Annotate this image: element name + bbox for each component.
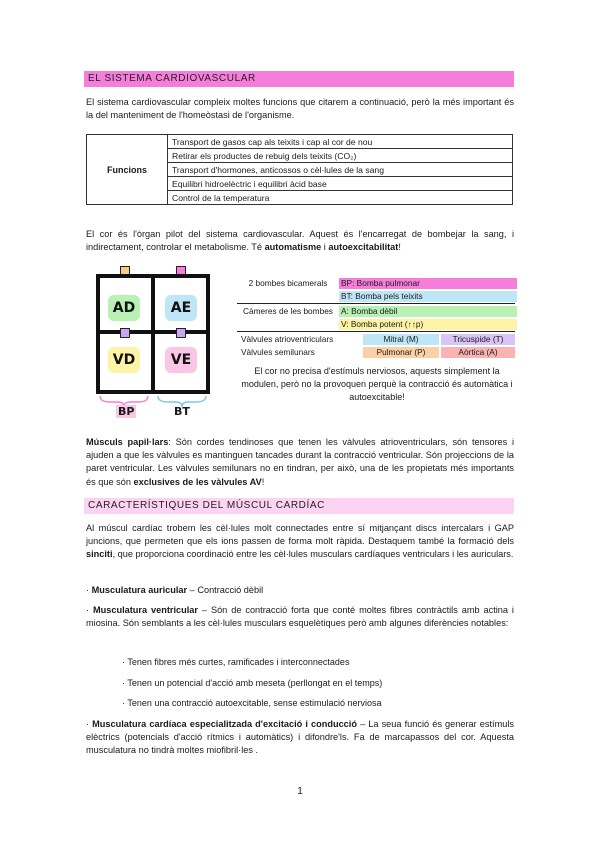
bombes-row-label: 2 bombes bicamerals [248, 278, 328, 288]
funcio-row: Transport de gasos cap als teixits i cap al cor de nou [168, 135, 513, 149]
intro-paragraph: El sistema cardiovascular compleix moltes funcions que citarem a continuació, però la més important és la del manteniment de l'homeòstasi de l'organisme. [86, 97, 514, 121]
funcio-row: Transport d'hormones, anticossos o cèl·lules de la sang [168, 163, 513, 177]
atrio-label: Vàlvules atrioventriculars [241, 334, 334, 344]
valve-marker-mid-right [176, 328, 186, 338]
cor-paragraph: El cor és l'òrgan pilot del sistema cardiovascular. Aquest és l'encarregat de bombejar la sang, i indirectament, controlar el metabolisme. Té automatisme i autoexcitabilitat! [86, 229, 514, 253]
v-cell: V: Bomba potent (↑↑p) [339, 319, 517, 330]
funcio-row: Control de la temperatura [168, 191, 513, 205]
heart-note: El cor no precisa d'estímuls nerviosos, aquests simplement la modulen, però no la provoquen perquè la contracció és automàtica i autoexcitable! [241, 366, 513, 402]
brace-label-bp: BP [118, 405, 135, 418]
section-heading-sistema-cardiovascular: EL SISTEMA CARDIOVASCULAR [84, 71, 514, 87]
valve-marker-mid-left [120, 328, 130, 338]
diferencia-item: · Tenen fibres més curtes, ramificades i interconnectades [122, 657, 350, 667]
aortica-cell: Aòrtica (A) [441, 347, 515, 358]
semi-label: Vàlvules semilunars [241, 347, 315, 357]
chamber-ve: VE [165, 347, 197, 373]
brace-label-bt: BT [174, 405, 190, 418]
mitral-cell: Mitral (M) [363, 334, 439, 345]
page-number: 1 [297, 786, 303, 797]
funcio-row: Equilibri hidroelèctric i equilibri àcid base [168, 177, 513, 191]
auricular-item: · Musculatura auricular – Contracció dèbil [86, 585, 264, 595]
funcio-row: Retirar els productes de rebuig dels teixits (CO₂) [168, 149, 513, 163]
bp-cell: BP: Bomba pulmonar [339, 278, 517, 289]
a-cell: A: Bomba dèbil [339, 306, 517, 317]
ventricular-item: · Musculatura ventricular – Són de contracció forta que conté moltes fibres contràctils amb actina i miosina. Són semblants a les cèl·lules musculars esquelètiques però amb algunes diferències notables: [86, 605, 514, 629]
especialitzada-item: · Musculatura cardíaca especialitzada d'excitació i conducció – La seua funció és generar estímuls elèctrics (potencials d'acció rítmics i automàtics) i difondre'ls. Fa de marcapassos del cor. Aquesta musculatura no tindrà moltes miofibril·les . [86, 719, 514, 756]
chamber-ae: AE [165, 295, 197, 321]
funcions-label: Funcions [87, 135, 168, 205]
pulmonar-cell: Pulmonar (P) [363, 347, 439, 358]
section-heading-muscul-cardiac: CARACTERÍSTIQUES DEL MÚSCUL CARDÍAC [84, 498, 514, 514]
bt-cell: BT: Bomba pels teixits [339, 291, 517, 302]
bombes-table [237, 278, 515, 360]
tricuspide-cell: Tricuspide (T) [441, 334, 515, 345]
chamber-ad: AD [108, 295, 140, 321]
diferencia-item: · Tenen un potencial d'acció amb meseta (perllongat en el temps) [122, 678, 383, 688]
papil-paragraph: Músculs papil·lars: Són cordes tendinoses que tenen les vàlvules atrioventriculars, són tensores i ajuden a que les vàlvules es mantinguen tancades durant la contracció ventricular. Són projeccions de la paret ventricular. Les vàlvules semilunars no en tindran, per això, una de les propietats més importants és que són exclusives de les vàlvules AV! [86, 437, 514, 487]
chamber-vd: VD [108, 347, 140, 373]
heart-diagram [96, 266, 216, 418]
diferencia-item: · Tenen una contracció autoexcitable, sense estimulació nerviosa [122, 698, 382, 708]
funcions-table [86, 134, 513, 205]
musc-paragraph: Al múscul cardíac trobem les cèl·lules molt connectades entre sí mitjançant discs intercalars i GAP juncions, que permeten que els ions passen de forma molt ràpida. Destaquem també la formació dels sinciti, que proporciona coordinació entre les cèl·lules musculars cardíaques ventriculars i les auriculars. [86, 523, 514, 560]
cameres-label: Càmeres de les bombes [243, 306, 333, 316]
brace-lines [96, 394, 216, 408]
